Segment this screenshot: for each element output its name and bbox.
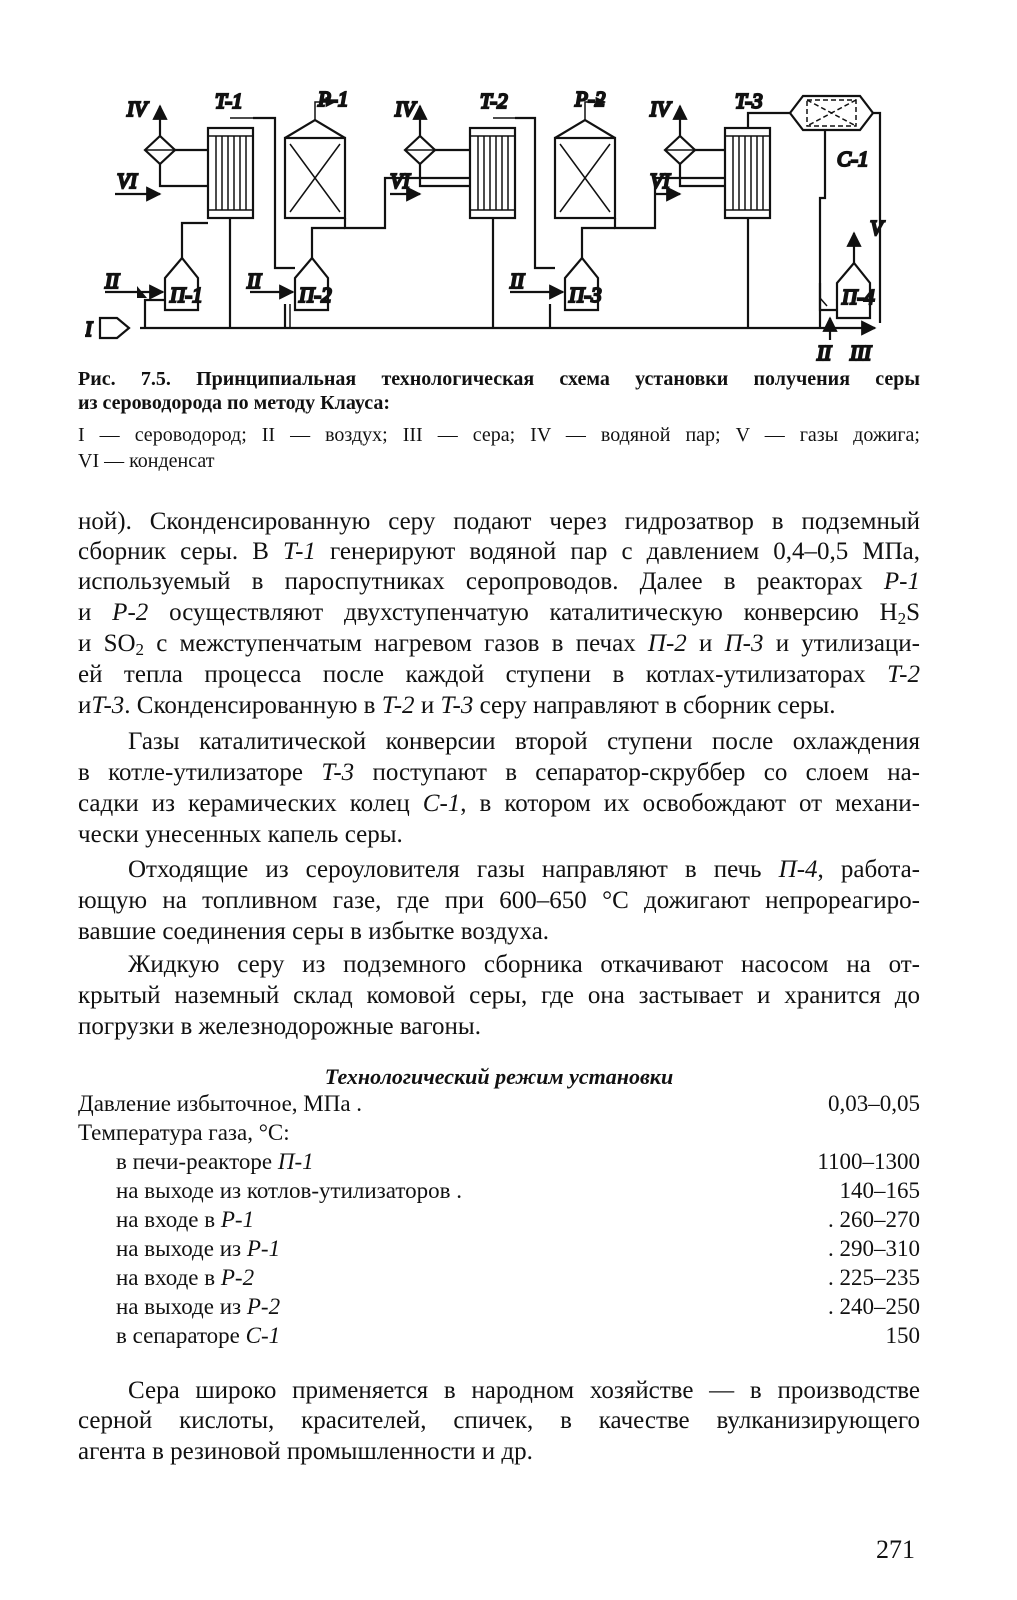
body-line: иT-3. Сконденсированную в T-2 и T-3 серу направляют в сборник серы. xyxy=(78,692,836,719)
svg-text:T-1: T-1 xyxy=(215,89,243,113)
svg-text:T-2: T-2 xyxy=(480,89,508,113)
body-line: Жидкую серу из подземного сборника откачивают насосом на от- xyxy=(128,951,920,978)
svg-text:IV: IV xyxy=(650,97,670,121)
process-flow-diagram xyxy=(85,78,905,368)
svg-text:II: II xyxy=(247,269,261,293)
body-line: Сера широко применяется в народном хозяйстве — в производстве xyxy=(128,1377,920,1404)
body-line: Газы каталитической конверсии второй ступени после охлаждения xyxy=(128,728,920,755)
svg-text:V: V xyxy=(870,216,883,240)
svg-text:VI: VI xyxy=(650,169,670,193)
table-row-label: на выходе из котлов-утилизаторов . xyxy=(116,1178,462,1203)
body-line: используемый в пароспутниках серопроводов. Далее в реакторах P-1 xyxy=(78,568,920,595)
body-line: крытый наземный склад комовой серы, где она застывает и хранится до xyxy=(78,982,920,1009)
body-line: агента в резиновой промышленности и др. xyxy=(78,1438,533,1465)
body-line: садки из керамических колец C-1, в котором их освобождают от механи- xyxy=(78,790,921,817)
table-row-value: 140–165 xyxy=(839,1178,920,1203)
svg-text:П-1: П-1 xyxy=(170,283,203,307)
svg-text:T-3: T-3 xyxy=(735,89,763,113)
table-row-label: на входе в P-2 xyxy=(116,1265,255,1290)
body-line: ной). Сконденсированную серу подают через гидрозатвор в подземный xyxy=(78,508,920,535)
body-line: чески унесенных капель серы. xyxy=(78,821,403,848)
table-row xyxy=(78,1236,920,1266)
table-row xyxy=(78,1207,920,1237)
table-row xyxy=(78,1120,920,1150)
body-line: ей тепла процесса после каждой ступени в котлах-утилизаторах T-2 xyxy=(78,661,920,688)
table-row xyxy=(78,1149,920,1179)
table-row-value: 150 xyxy=(885,1323,920,1348)
table-row-label: Давление избыточное, МПа . xyxy=(78,1091,363,1116)
svg-text:П-3: П-3 xyxy=(569,283,602,307)
table-row-label: на выходе из P-1 xyxy=(116,1236,281,1261)
svg-text:I: I xyxy=(85,317,92,341)
table-row xyxy=(78,1265,920,1295)
svg-text:II: II xyxy=(817,341,831,365)
table-row-value: 0,03–0,05 xyxy=(828,1091,920,1116)
figure-legend-cont: VI — конденсат xyxy=(78,450,215,472)
body-line: вавшие соединения серы в избытке воздуха. xyxy=(78,918,550,945)
table-row-value: 1100–1300 xyxy=(817,1149,920,1174)
table-row-label: на выходе из P-2 xyxy=(116,1294,281,1319)
body-line: в котле-утилизаторе T-3 поступают в сепаратор-скруббер со слоем на- xyxy=(78,759,920,786)
body-line: ющую на топливном газе, где при 600–650 °C дожигают непрореагиро- xyxy=(78,887,920,914)
svg-text:IV: IV xyxy=(395,97,415,121)
table-row-value: . 240–250 xyxy=(828,1294,920,1319)
body-line: Отходящие из сероуловителя газы направляют в печь П-4, работа- xyxy=(128,856,920,883)
figure-caption-title-cont: из сероводорода по методу Клауса: xyxy=(78,392,391,414)
body-line: и P-2 осуществляют двухступенчатую каталитическую конверсию $H_2S$ xyxy=(78,599,920,628)
svg-text:VI: VI xyxy=(390,169,410,193)
table-row-label: в сепараторе C-1 xyxy=(116,1323,281,1348)
table-row-value: . 290–310 xyxy=(828,1236,920,1261)
svg-text:П-2: П-2 xyxy=(299,283,332,307)
table-row xyxy=(78,1294,920,1324)
svg-text:III: III xyxy=(850,341,871,365)
table-row-label: в печи-реакторе П-1 xyxy=(116,1149,314,1174)
body-line: сборник серы. В T-1 генерируют водяной пар с давлением 0,4–0,5 МПа, xyxy=(78,538,920,565)
table-row xyxy=(78,1091,920,1121)
page-number: 271 xyxy=(876,1535,915,1564)
svg-text:C-1: C-1 xyxy=(837,147,869,171)
svg-text:II: II xyxy=(510,269,524,293)
table-row xyxy=(78,1178,920,1208)
table-row-label: на входе в P-1 xyxy=(116,1207,255,1232)
body-line: серной кислоты, красителей, спичек, в качестве вулканизирующего xyxy=(78,1407,920,1434)
body-line: и $SO_2$ с межступенчатым нагревом газов в печах П-2 и П-3 и утилизаци- xyxy=(78,630,920,659)
table-row-value: . 225–235 xyxy=(828,1265,920,1290)
svg-text:VI: VI xyxy=(117,169,137,193)
svg-text:P-1: P-1 xyxy=(318,87,349,111)
svg-text:П-4: П-4 xyxy=(842,285,875,309)
figure-caption-title: Рис. 7.5. Принципиальная технологическая схема установки получения серы xyxy=(78,368,920,390)
table-row xyxy=(78,1323,920,1353)
body-line: погрузки в железнодорожные вагоны. xyxy=(78,1013,481,1040)
svg-text:II: II xyxy=(105,269,119,293)
svg-text:P-2: P-2 xyxy=(575,87,606,111)
figure-legend: I — сероводород; II — воздух; III — сера; IV — водяной пар; V — газы дожига; xyxy=(78,424,920,446)
table-row-value: . 260–270 xyxy=(828,1207,920,1232)
table-title: Технологический режим установки xyxy=(324,1064,674,1089)
svg-text:IV: IV xyxy=(127,97,147,121)
table-row-label: Температура газа, °C: xyxy=(78,1120,290,1145)
